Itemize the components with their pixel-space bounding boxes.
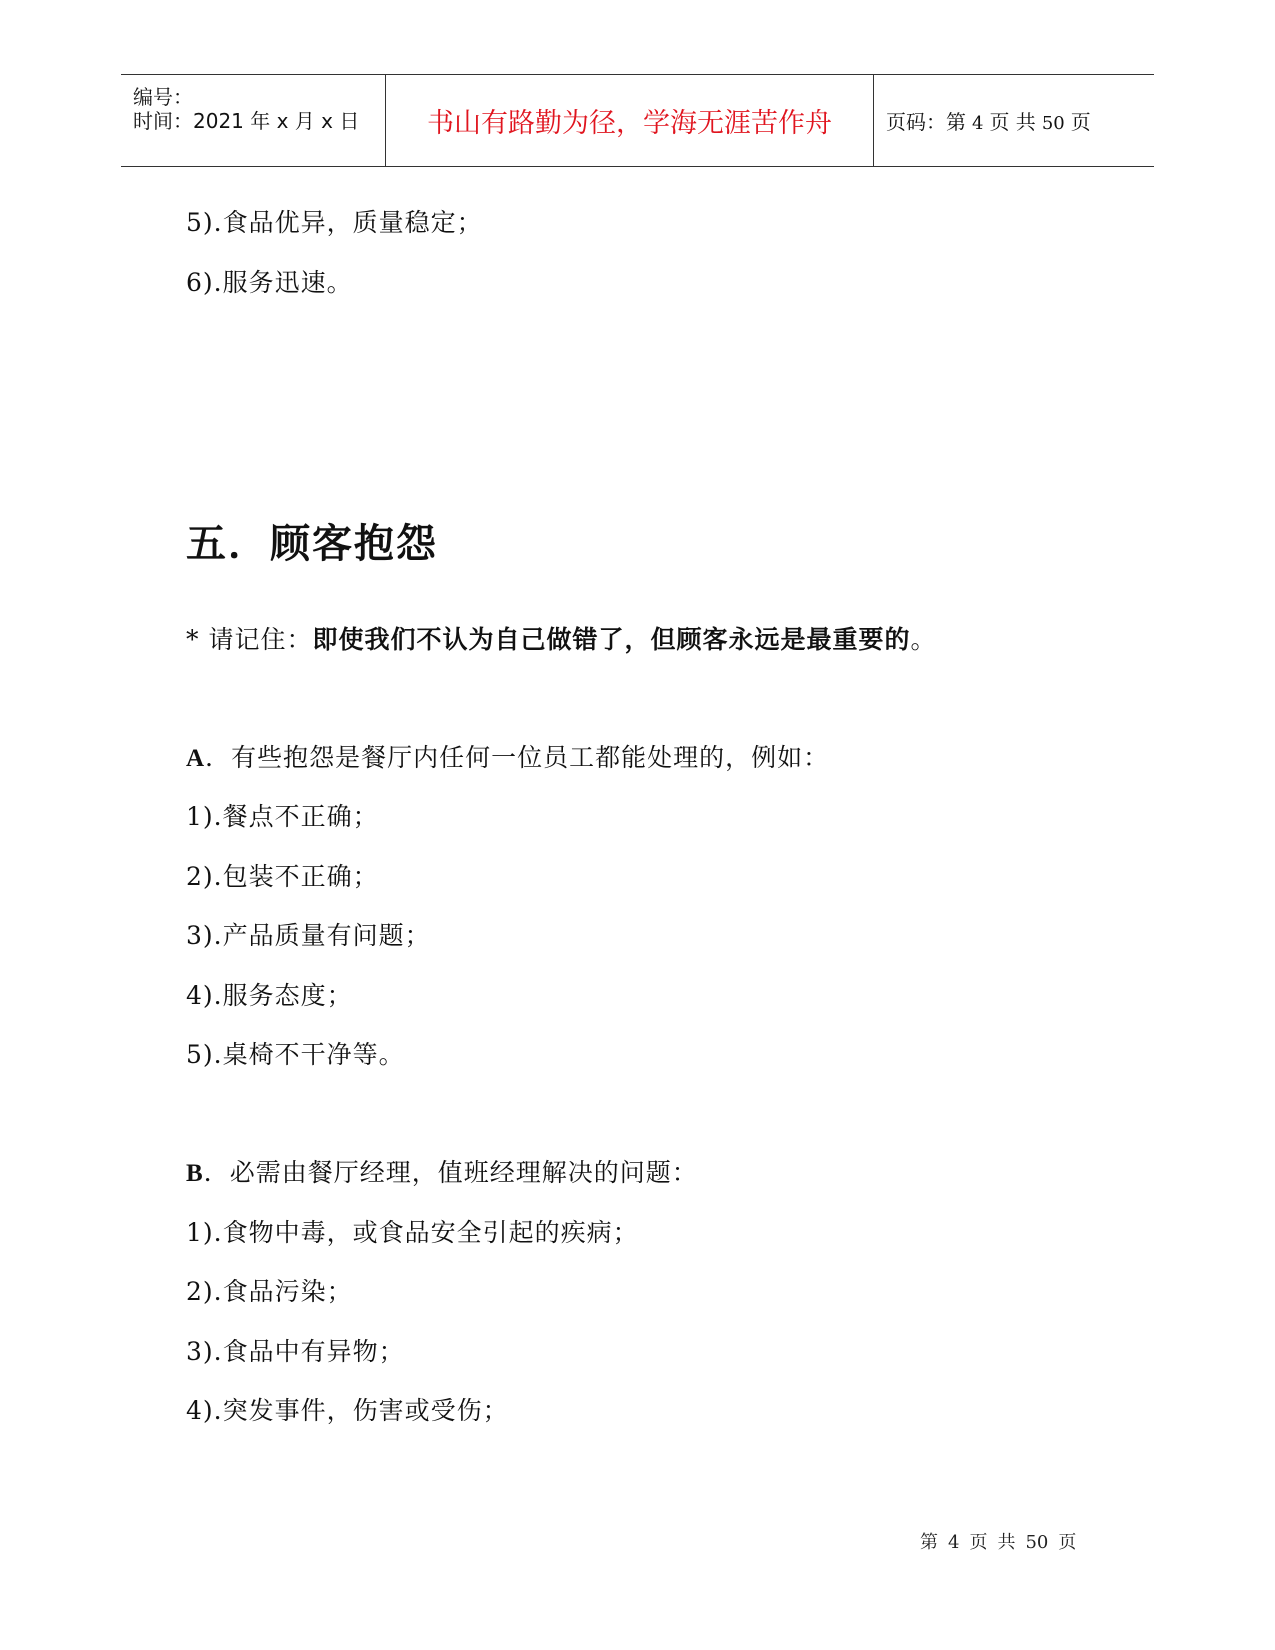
- group-b-letter: B: [186, 1160, 204, 1187]
- header-page-cell: [874, 75, 1154, 166]
- header-motto: 书山有路勤为径，学海无涯苦作舟: [427, 108, 832, 139]
- header-page-suffix: 页: [1070, 110, 1091, 134]
- footer-suffix: 页: [1058, 1532, 1077, 1553]
- group-a-heading-text: ．有些抱怨是餐厅内任何一位员工都能处理的，例如：: [205, 743, 830, 772]
- list-item: 4).服务态度；: [186, 981, 353, 1010]
- document-time-label: 时间：2021 年 x 月 x 日: [133, 109, 360, 133]
- reminder-line: [186, 620, 936, 656]
- reminder-suffix: 。: [910, 625, 937, 654]
- header-page-total: 50: [1041, 113, 1065, 134]
- list-item: 2).食品污染；: [186, 1277, 353, 1306]
- header-page-prefix: 页码：第: [886, 110, 966, 134]
- group-b-heading-text: ．必需由餐厅经理，值班经理解决的问题：: [203, 1158, 698, 1187]
- group-a-heading: [186, 738, 829, 774]
- list-item: 6).服务迅速。: [186, 268, 353, 297]
- footer-prefix: 第: [920, 1532, 938, 1553]
- section-title: 五．顾客抱怨: [186, 521, 438, 567]
- list-item: 4).突发事件，伤害或受伤；: [186, 1396, 509, 1425]
- document-number-label: 编号：: [133, 85, 193, 109]
- group-a-letter: A: [186, 745, 206, 772]
- list-item: 1).餐点不正确；: [186, 802, 379, 831]
- footer-current: 4: [948, 1532, 960, 1553]
- footer-total: 50: [1025, 1532, 1049, 1553]
- list-item: 5).桌椅不干净等。: [186, 1040, 405, 1069]
- header-page-current: 4: [972, 113, 984, 134]
- header-meta-cell: [121, 75, 385, 166]
- reminder-emphasis: 即使我们不认为自己做错了，但顾客永远是最重要的: [312, 625, 911, 654]
- header-page-mid: 页 共: [989, 110, 1036, 134]
- header-motto-cell: [385, 75, 874, 166]
- list-item: 3).产品质量有问题；: [186, 921, 431, 950]
- reminder-prefix: * 请记住：: [186, 625, 313, 654]
- list-item: 1).食物中毒，或食品安全引起的疾病；: [186, 1218, 639, 1247]
- page-header: [121, 74, 1154, 167]
- footer-mid: 页: [969, 1532, 988, 1553]
- group-b-heading: [186, 1153, 698, 1189]
- list-item: 3).食品中有异物；: [186, 1337, 405, 1366]
- header-page-code: [886, 106, 1091, 135]
- footer-total-prefix: 共: [997, 1532, 1016, 1553]
- list-item: 5).食品优异，质量稳定；: [186, 208, 483, 237]
- page-footer: [920, 1528, 1086, 1554]
- list-item: 2).包装不正确；: [186, 862, 379, 891]
